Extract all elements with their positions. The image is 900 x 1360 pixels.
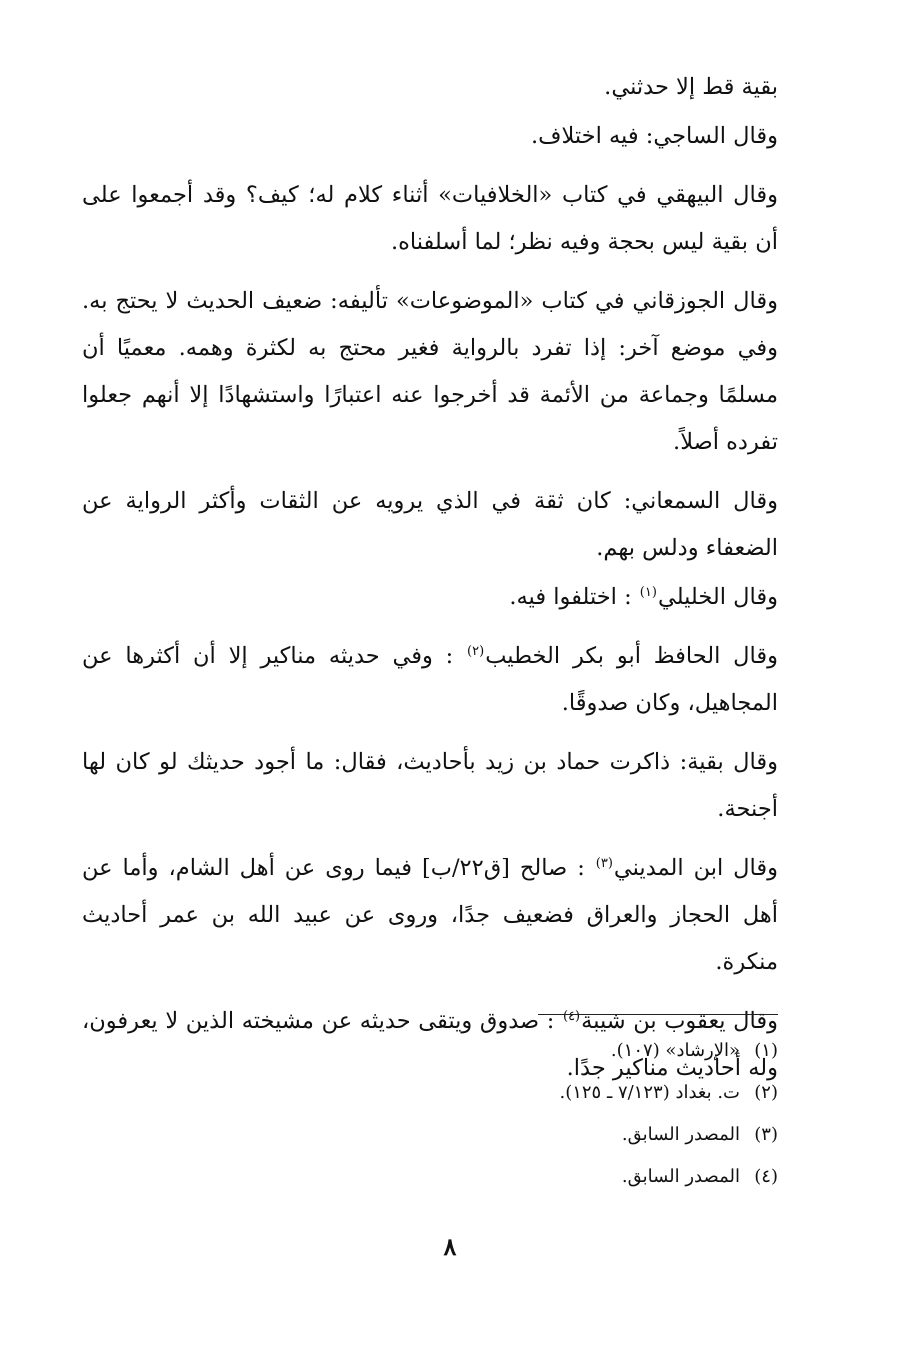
footnotes — [82, 1030, 778, 1198]
paragraph-text: وقال الجوزقاني في كتاب «الموضوعات» تأليفه: ضعيف الحديث لا يحتج به. وفي موضع آخر: إذا تفرد بالرواية فغير محتج به لكثرة وهمه. معميًا أن مسلمًا وجماعة من الأئمة قد أخرجوا عنه اعتبارًا واستشهادًا إلا أنهم جعلوا تفرده أصلاً. — [82, 288, 778, 455]
footnote-text: «الإرشاد» (١٠٧). — [610, 1040, 740, 1061]
footnote-number: (٢) — [754, 1082, 778, 1103]
paragraph — [82, 478, 778, 572]
paragraph-text: وقال السمعاني: كان ثقة في الذي يرويه عن الثقات وأكثر الرواية عن الضعفاء ودلس بهم. — [82, 488, 778, 561]
footnote-number: (١) — [754, 1040, 778, 1061]
footnote-item — [82, 1030, 778, 1072]
page-number: ٨ — [443, 1232, 457, 1261]
footnote-text: المصدر السابق. — [621, 1166, 740, 1187]
footnote-number: (٣) — [754, 1124, 778, 1145]
footnote-item — [82, 1072, 778, 1114]
paragraph — [82, 278, 778, 466]
footnote-text: ت. بغداد (٧/١٢٣ ـ ١٢٥). — [559, 1082, 740, 1103]
paragraph-text: وقال الساجي: فيه اختلاف. — [530, 123, 778, 149]
paragraph-text: وقال يعقوب بن شيبة — [581, 1008, 778, 1034]
paragraph-text: : وفي حديثه مناكير إلا أن أكثرها عن المجاهيل، وكان صدوقًا. — [82, 643, 778, 716]
footnote-item — [82, 1114, 778, 1156]
paragraph-text: وقال البيهقي في كتاب «الخلافيات» أثناء كلام له؛ كيف؟ وقد أجمعوا على أن بقية ليس بحجة وفيه نظر؛ لما أسلفناه. — [82, 182, 778, 255]
paragraph-text: بقية قط إلا حدثني. — [604, 74, 778, 100]
paragraph — [82, 64, 778, 111]
paragraph — [82, 574, 778, 621]
paragraph-text: وقال بقية: ذاكرت حماد بن زيد بأحاديث، فقال: ما أجود حديثك لو كان لها أجنحة. — [82, 749, 778, 822]
paragraph-text: وقال الخليلي — [657, 584, 778, 610]
paragraph-text: : صالح [ق٢٢/ب] فيما روى عن أهل الشام، وأما عن أهل الحجاز والعراق فضعيف جدًا، وروى عن عبيد الله بن عمر أحاديث منكرة. — [82, 855, 778, 975]
footnote-item — [82, 1156, 778, 1198]
footnote-reference[interactable]: (١) — [639, 584, 657, 600]
paragraph-text: : صدوق ويتقى حديثه عن مشيخته الذين لا يعرفون، وله أحاديث مناكير جدًا. — [82, 1008, 778, 1081]
footnote-text: المصدر السابق. — [621, 1124, 740, 1145]
footnote-divider — [538, 1014, 778, 1015]
paragraph — [82, 172, 778, 266]
paragraph — [82, 633, 778, 727]
paragraph-text: : اختلفوا فيه. — [509, 584, 639, 610]
paragraph-text: وقال ابن المديني — [613, 855, 779, 881]
paragraph-text: وقال الحافظ أبو بكر الخطيب — [485, 643, 778, 669]
footnote-reference[interactable]: (٣) — [595, 855, 613, 871]
paragraph — [82, 113, 778, 160]
paragraph — [82, 739, 778, 833]
paragraph — [82, 845, 778, 986]
main-text — [82, 64, 778, 1104]
footnote-reference[interactable]: (٢) — [467, 643, 485, 659]
footnote-number: (٤) — [754, 1166, 778, 1187]
footnote-reference[interactable]: (٤) — [562, 1008, 581, 1024]
